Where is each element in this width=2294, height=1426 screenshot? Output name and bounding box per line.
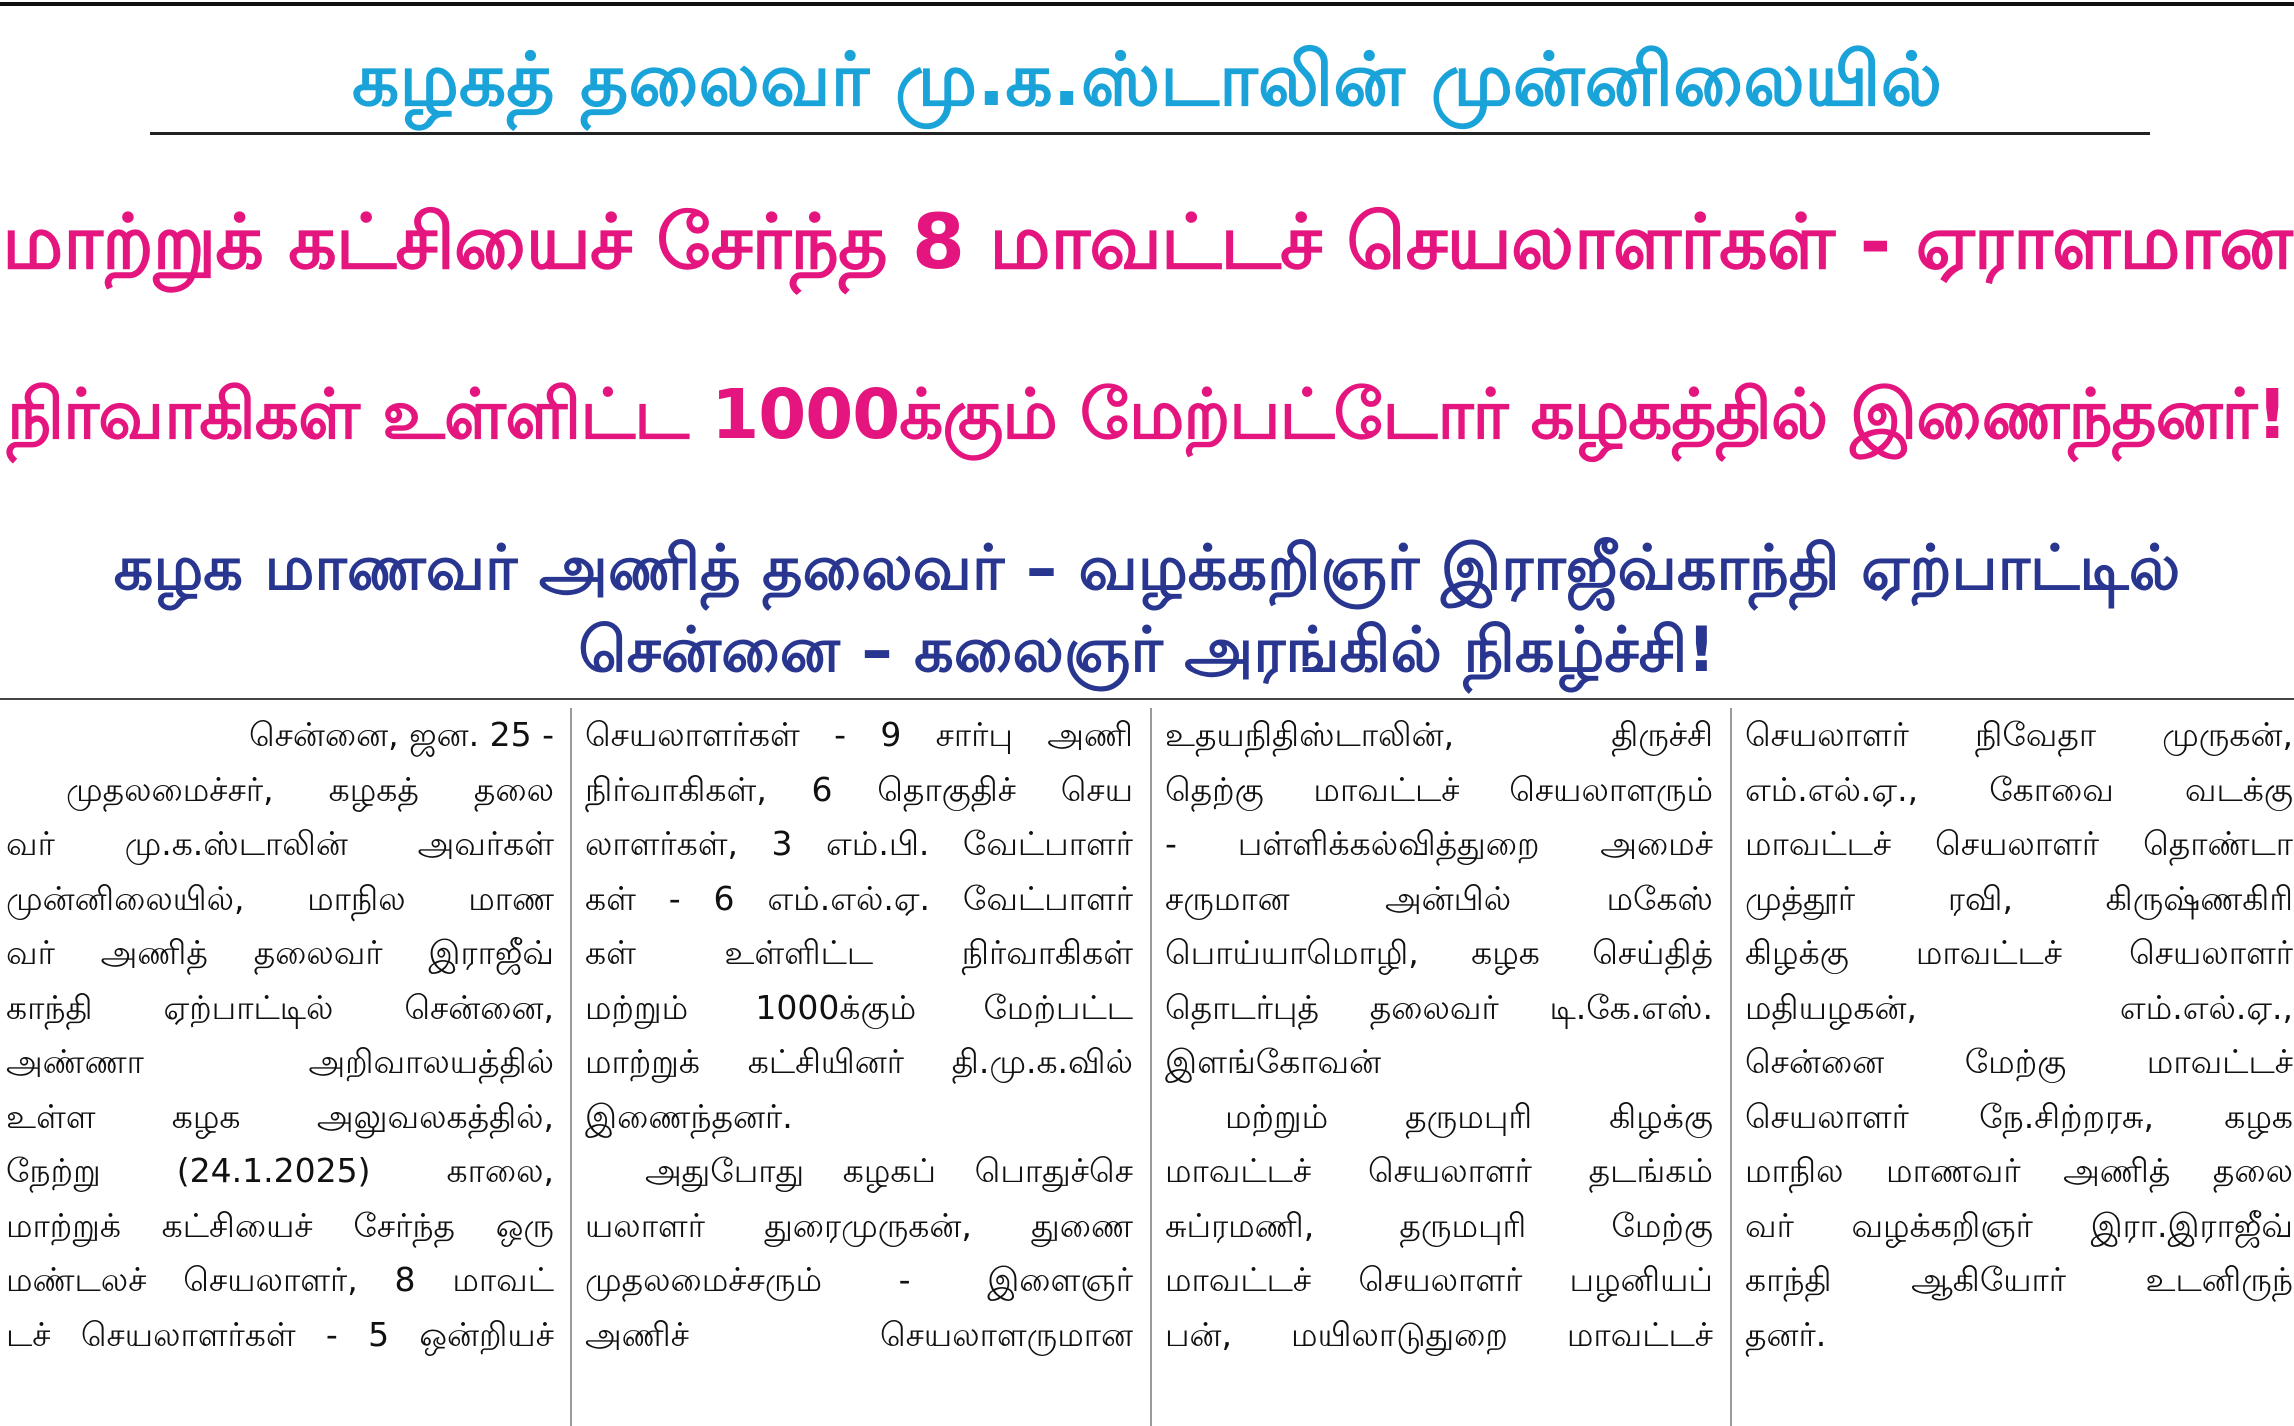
column-1-line-11: மண்டலச் செயலாளர், 8 மாவட் xyxy=(6,1260,554,1299)
column-2-line-5: கள் உள்ளிட்ட நிர்வாகிகள் xyxy=(585,933,1133,972)
column-1-line-1: சென்னை, ஜன. 25 - xyxy=(248,715,554,754)
column-1-line-12: டச் செயலாளர்கள் - 5 ஒன்றியச் xyxy=(6,1314,554,1354)
column-3-line-12: பன், மயிலாடுதுறை மாவட்டச் xyxy=(1165,1314,1713,1354)
column-1-line-3: வர் மு.க.ஸ்டாலின் அவர்கள் xyxy=(6,824,554,863)
column-4-line-11: காந்தி ஆகியோர் உடனிருந் xyxy=(1745,1260,2293,1299)
subheadline-line-2: சென்னை – கலைஞர் அரங்கில் நிகழ்ச்சி! xyxy=(578,613,1716,686)
column-3-line-6: தொடர்புத் தலைவர் டி.கே.எஸ். xyxy=(1165,987,1713,1027)
column-4-line-9: மாநில மாணவர் அணித் தலை xyxy=(1745,1151,2293,1190)
column-4-line-5: கிழக்கு மாவட்டச் செயலாளர் xyxy=(1745,933,2293,972)
article-column-3 xyxy=(1165,708,1713,1426)
column-separator xyxy=(1150,708,1152,1426)
column-separator xyxy=(1730,708,1732,1426)
column-1-line-7: அண்ணா அறிவாலயத்தில் xyxy=(6,1042,554,1081)
kicker-heading: கழகத் தலைவர் மு.க.ஸ்டாலின் முன்னிலையில் xyxy=(351,37,1943,123)
column-1-line-2: முதலமைச்சர், கழகத் தலை xyxy=(66,769,554,809)
column-2-line-11: முதலமைச்சரும் - இளைஞர் xyxy=(585,1260,1133,1299)
headline-line-2: நிர்வாகிகள் உள்ளிட்ட 1000க்கும் மேற்பட்டோர் கழகத்தில் இணைந்தனர்! xyxy=(6,375,2288,455)
column-4-line-1: செயலாளர் நிவேதா முருகன், xyxy=(1745,715,2293,754)
column-3-line-2: தெற்கு மாவட்டச் செயலாளரும் xyxy=(1165,769,1713,809)
column-2-line-6: மற்றும் 1000க்கும் மேற்பட்ட xyxy=(585,987,1133,1027)
column-3-line-3: - பள்ளிக்கல்வித்துறை அமைச் xyxy=(1165,824,1713,863)
column-3-line-7: இளங்கோவன் xyxy=(1165,1042,1382,1081)
column-4-line-7: சென்னை மேற்கு மாவட்டச் xyxy=(1745,1042,2293,1081)
article-column-1 xyxy=(6,708,554,1426)
article-column-2 xyxy=(585,708,1133,1426)
column-2-line-10: யலாளர் துரைமுருகன், துணை xyxy=(585,1205,1133,1245)
column-2-line-2: நிர்வாகிகள், 6 தொகுதிச் செய xyxy=(585,769,1133,809)
column-2-line-7: மாற்றுக் கட்சியினர் தி.மு.க.வில் xyxy=(585,1042,1133,1081)
column-1-line-9: நேற்று (24.1.2025) காலை, xyxy=(6,1151,554,1190)
column-3-line-11: மாவட்டச் செயலாளர் பழனியப் xyxy=(1165,1260,1713,1299)
column-4-line-6: மதியழகன், எம்.எல்.ஏ., xyxy=(1745,987,2293,1027)
column-4-line-10: வர் வழக்கறிஞர் இரா.இராஜீவ் xyxy=(1745,1205,2293,1245)
column-4-line-12: தனர். xyxy=(1745,1314,1827,1354)
column-1-line-10: மாற்றுக் கட்சியைச் சேர்ந்த ஒரு xyxy=(6,1205,554,1245)
column-2-line-8: இணைந்தனர். xyxy=(585,1096,793,1136)
column-3-line-1: உதயநிதிஸ்டாலின், திருச்சி xyxy=(1165,715,1713,754)
column-2-line-4: கள் - 6 எம்.எல்.ஏ. வேட்பாளர் xyxy=(585,878,1133,918)
body-divider xyxy=(0,698,2294,700)
kicker-underline xyxy=(150,132,2150,135)
top-border-rule xyxy=(0,0,2294,6)
column-4-line-4: முத்தூர் ரவி, கிருஷ்ணகிரி xyxy=(1745,878,2293,918)
column-2-line-12: அணிச் செயலாளருமான xyxy=(585,1314,1133,1354)
column-4-line-3: மாவட்டச் செயலாளர் தொண்டா xyxy=(1745,824,2293,863)
column-2-line-1: செயலாளர்கள் - 9 சார்பு அணி xyxy=(585,715,1133,754)
column-2-line-3: லாளர்கள், 3 எம்.பி. வேட்பாளர் xyxy=(585,824,1133,863)
column-1-line-8: உள்ள கழக அலுவலகத்தில், xyxy=(6,1096,554,1136)
article-column-4 xyxy=(1745,708,2293,1426)
column-1-line-6: காந்தி ஏற்பாட்டில் சென்னை, xyxy=(6,987,554,1027)
column-1-line-4: முன்னிலையில், மாநில மாண xyxy=(6,878,554,918)
column-2-line-9: அதுபோது கழகப் பொதுச்செ xyxy=(645,1151,1133,1190)
column-1-line-5: வர் அணித் தலைவர் இராஜீவ் xyxy=(6,933,554,972)
headline-line-1: மாற்றுக் கட்சியைச் சேர்ந்த 8 மாவட்டச் செயலாளர்கள் - ஏராளமான xyxy=(2,197,2292,286)
column-separator xyxy=(570,708,572,1426)
column-3-line-4: சருமான அன்பில் மகேஸ் xyxy=(1165,878,1713,918)
column-3-line-5: பொய்யாமொழி, கழக செய்தித் xyxy=(1165,933,1713,972)
column-3-line-9: மாவட்டச் செயலாளர் தடங்கம் xyxy=(1165,1151,1713,1190)
column-3-line-10: சுப்ரமணி, தருமபுரி மேற்கு xyxy=(1165,1205,1713,1245)
column-3-line-8: மற்றும் தருமபுரி கிழக்கு xyxy=(1225,1096,1713,1136)
column-4-line-2: எம்.எல்.ஏ., கோவை வடக்கு xyxy=(1745,769,2293,809)
subheadline-line-1: கழக மாணவர் அணித் தலைவர் – வழக்கறிஞர் இராஜீவ்காந்தி ஏற்பாட்டில் xyxy=(113,531,2181,604)
column-4-line-8: செயலாளர் நே.சிற்றரசு, கழக xyxy=(1745,1096,2293,1136)
